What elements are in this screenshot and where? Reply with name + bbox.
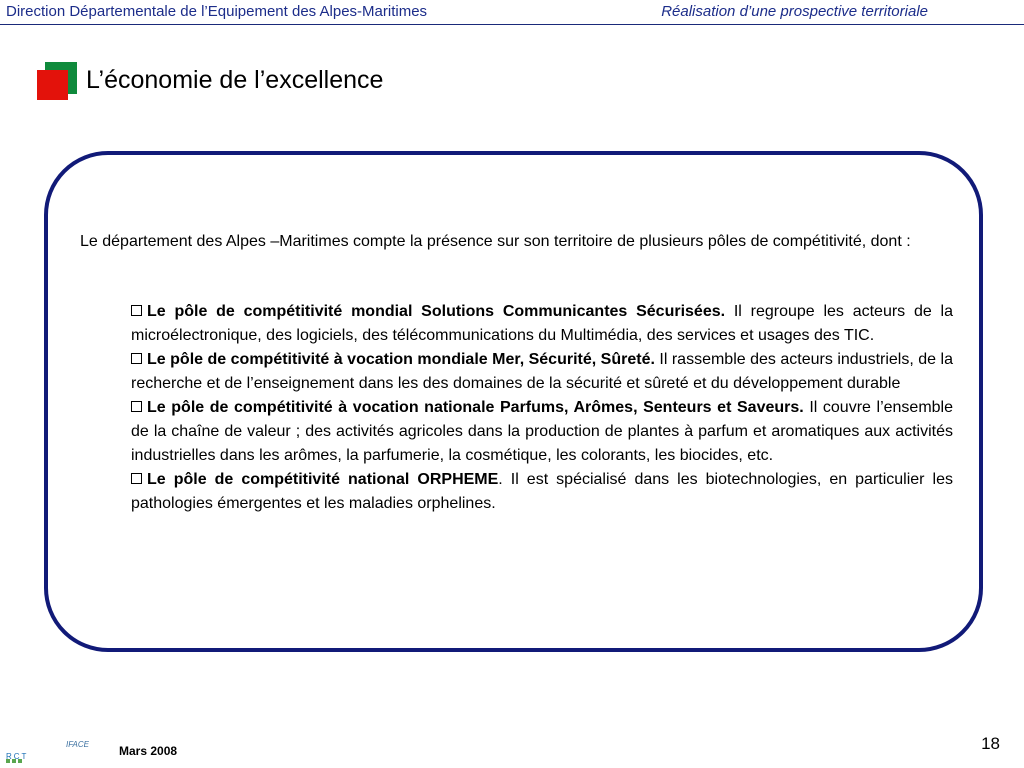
iface-logo: IFACE — [66, 740, 89, 749]
header-bar — [0, 0, 1024, 25]
title-squares-icon — [37, 62, 77, 102]
intro-paragraph: Le département des Alpes –Maritimes compte la présence sur son territoire de plusieurs pôles de compétitivité, dont : — [80, 233, 911, 250]
header-project: Réalisation d’une prospective territoriale — [661, 3, 928, 20]
header-organization: Direction Départementale de l’Equipement des Alpes-Maritimes — [6, 3, 428, 20]
list-item — [131, 396, 953, 468]
checkbox-bullet-icon — [131, 473, 142, 484]
footer-logos — [2, 738, 112, 766]
checkbox-bullet-icon — [131, 401, 142, 412]
page-number: 18 — [981, 734, 1000, 753]
bullet-text: Il couvre l’ensemble de la chaîne de valeur ; des activités agricoles dans la production de plantes à parfum et aromatiques aux activités industrielles dans les arômes, la parfumerie, la cosmétique, les colorants, les biocides, etc. — [131, 399, 954, 464]
list-item — [131, 300, 953, 348]
list-item — [131, 348, 953, 396]
checkbox-bullet-icon — [131, 305, 142, 316]
bullet-heading: Le pôle de compétitivité à vocation nationale Parfums, Arômes, Senteurs et Saveurs. — [147, 399, 804, 416]
footer-date: Mars 2008 — [119, 744, 178, 758]
bullet-heading: Le pôle de compétitivité national ORPHEME — [147, 471, 499, 488]
bullet-text: Il regroupe les acteurs de la microélectronique, des logiciels, des télécommunications du Multimédia, des services et usages des TIC. — [131, 303, 953, 344]
bullet-text: Il rassemble des acteurs industriels, de la recherche et de l’enseignement dans les des domaines de la sécurité et sûreté et du développement durable — [131, 351, 953, 392]
list-item — [131, 468, 953, 516]
bullet-list — [131, 300, 953, 516]
bullet-text: . Il est spécialisé dans les biotechnologies, en particulier les pathologies émergentes et les maladies orphelines. — [131, 471, 953, 512]
red-square-icon — [37, 70, 68, 100]
rct-logo-text: RCT — [6, 752, 29, 761]
checkbox-bullet-icon — [131, 353, 142, 364]
slide-title: L’économie de l’excellence — [86, 66, 384, 94]
bullet-heading: Le pôle de compétitivité mondial Solutions Communicantes Sécurisées. — [147, 303, 726, 320]
bullet-heading: Le pôle de compétitivité à vocation mondiale Mer, Sécurité, Sûreté. — [147, 351, 655, 368]
